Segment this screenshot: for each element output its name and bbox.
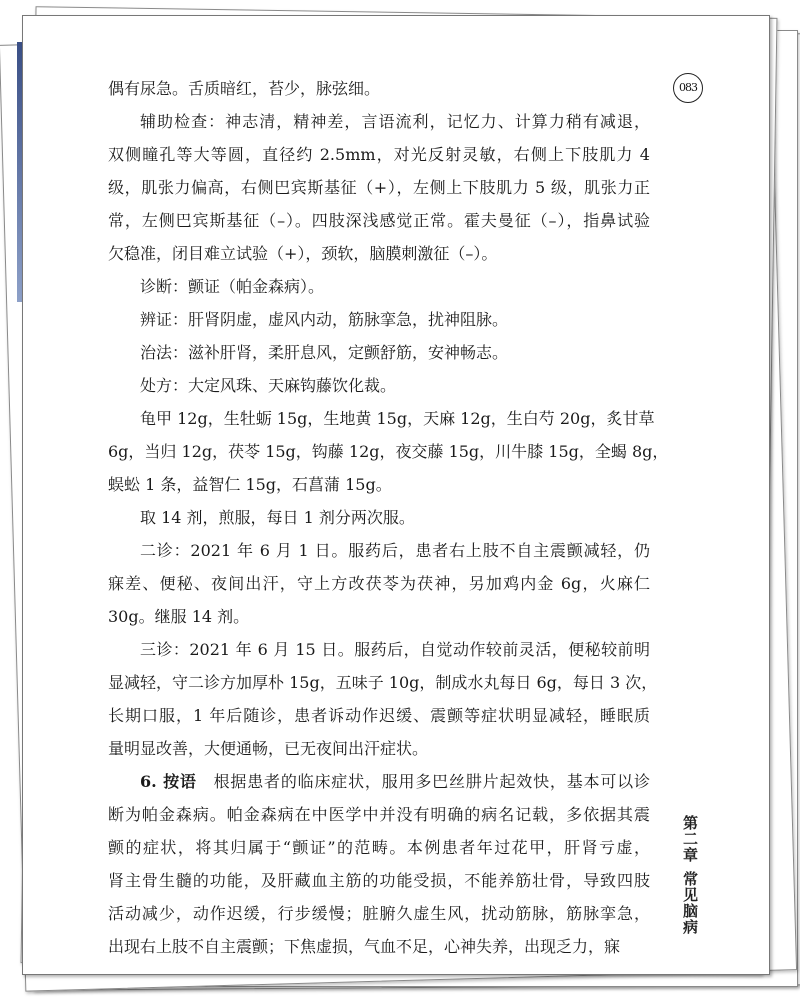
line-text: 显减轻，守二诊方加厚朴 15g，五味子 10g，制成水丸每日 6g，每日 3 次， (108, 673, 658, 692)
paragraph (108, 72, 650, 105)
paragraph (108, 402, 669, 501)
paragraph (108, 534, 650, 633)
line-text: 出现右上肢不自主震颤；下焦虚损，气血不足，心神失养，出现乏力，寐 (108, 937, 621, 956)
paragraph (108, 501, 650, 534)
text-line (108, 600, 650, 633)
page-body-text (108, 72, 669, 963)
text-line (108, 369, 650, 402)
text-line (108, 72, 650, 105)
text-line (108, 138, 650, 171)
line-text: 量明显改善，大便通畅，已无夜间出汗症状。 (108, 739, 429, 758)
line-text: 断为帕金森病。帕金森病在中医学中并没有明确的病名记载，多依据其震 (108, 805, 650, 824)
line-text: 6g，当归 12g，茯苓 15g，钩藤 12g，夜交藤 15g，川牛膝 15g，全蝎 8g， (108, 442, 669, 461)
line-text: 辅助检查：神志清，精神差，言语流利，记忆力、计算力稍有减退， (140, 112, 650, 131)
text-line (108, 270, 650, 303)
line-text: 蜈蚣 1 条，益智仁 15g，石菖蒲 15g。 (108, 475, 392, 494)
paragraph (108, 633, 658, 765)
text-line (108, 402, 655, 435)
line-text: 30g。继服 14 剂。 (108, 607, 250, 626)
line-text: 活动减少，动作迟缓，行步缓慢；脏腑久虚生风，扰动筋脉，筋脉挛急， (108, 904, 650, 923)
line-text: 三诊：2021 年 6 月 15 日。服药后，自觉动作较前灵活，便秘较前明 (140, 640, 650, 659)
line-text: 诊断：颤证（帕金森病）。 (140, 277, 325, 296)
text-line (108, 567, 650, 600)
line-text: 长期口服，1 年后随诊，患者诉动作迟缓、震颤等症状明显减轻，睡眠质 (108, 706, 650, 725)
text-line (108, 666, 658, 699)
text-line (108, 930, 650, 963)
paragraph (108, 369, 650, 402)
line-text: 龟甲 12g，生牡蛎 15g，生地黄 15g，天麻 12g，生白芍 20g，炙甘草 (140, 409, 655, 428)
paragraph (108, 303, 650, 336)
text-line (108, 765, 650, 798)
line-text: 偶有尿急。舌质暗红，苔少，脉弦细。 (108, 79, 381, 98)
text-line (108, 633, 650, 666)
chapter-number-label: 第二章 (681, 815, 699, 863)
text-line (108, 204, 650, 237)
paragraph (108, 336, 650, 369)
text-line (108, 897, 650, 930)
page-number: 083 (673, 73, 703, 103)
line-text: 双侧瞳孔等大等圆，直径约 2.5mm，对光反射灵敏，右侧上下肢肌力 4 (108, 145, 650, 164)
line-text: 取 14 剂，煎服，每日 1 剂分两次服。 (140, 508, 415, 527)
line-text: 根据患者的临床症状，服用多巴丝肼片起效快，基本可以诊 (213, 772, 650, 791)
text-line (108, 864, 650, 897)
text-line (108, 732, 650, 765)
line-text: 处方：大定风珠、天麻钩藤饮化裁。 (140, 376, 397, 395)
chapter-side-label (680, 815, 704, 935)
text-line (108, 171, 650, 204)
line-text: 肾主骨生髓的功能，及肝藏血主筋的功能受损，不能养筋壮骨，导致四肢 (108, 871, 650, 890)
chapter-title-label: 常见脑病 (681, 871, 699, 935)
paragraph (108, 270, 650, 303)
text-line (108, 699, 650, 732)
line-text: 级，肌张力偏高，右侧巴宾斯基征（+），左侧上下肢肌力 5 级，肌张力正 (108, 178, 650, 197)
paragraph (108, 765, 650, 963)
line-text: 欠稳准，闭目难立试验（+），颈软，脑膜刺激征（–）。 (108, 244, 498, 263)
paragraph (108, 105, 650, 270)
line-text: 常，左侧巴宾斯基征（–）。四肢深浅感觉正常。霍夫曼征（–），指鼻试验 (108, 211, 650, 230)
text-line (108, 501, 650, 534)
text-line (108, 534, 650, 567)
line-text: 二诊：2021 年 6 月 1 日。服药后，患者右上肢不自主震颤减轻，仍 (140, 541, 650, 560)
text-line (108, 237, 650, 270)
line-text: 治法：滋补肝肾，柔肝息风，定颤舒筋，安神畅志。 (140, 343, 509, 362)
section-heading: 6. 按语 (140, 772, 197, 791)
text-line (108, 831, 650, 864)
text-line (108, 336, 650, 369)
line-text: 寐差、便秘、夜间出汗，守上方改茯苓为茯神，另加鸡内金 6g，火麻仁 (108, 574, 650, 593)
text-line (108, 303, 650, 336)
line-text: 辨证：肝肾阴虚，虚风内动，筋脉挛急，扰神阻脉。 (140, 310, 509, 329)
text-line (108, 435, 669, 468)
text-line (108, 468, 650, 501)
line-text: 颤的症状，将其归属于“颤证”的范畴。本例患者年过花甲，肝肾亏虚， (108, 838, 650, 857)
text-line (108, 798, 650, 831)
text-line (108, 105, 650, 138)
